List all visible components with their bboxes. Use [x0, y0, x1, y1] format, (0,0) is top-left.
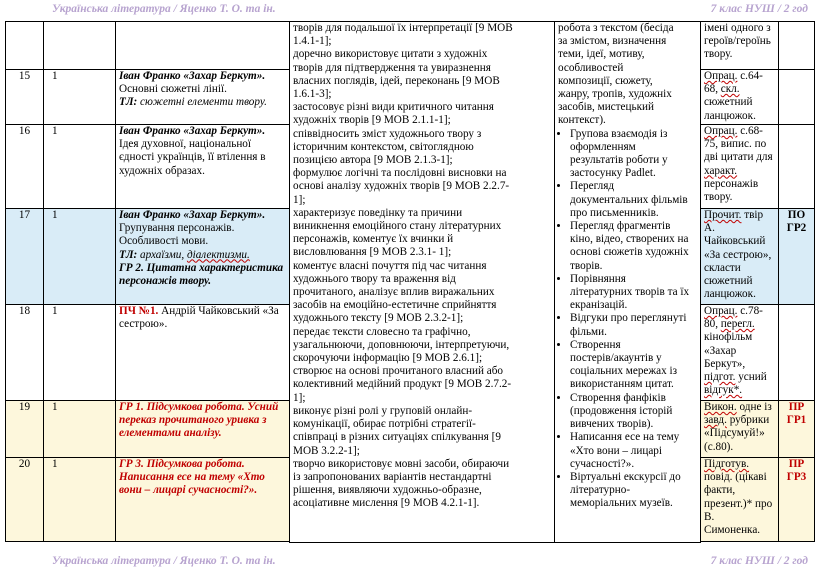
- row-topic: Іван Франко «Захар Беркут». Основні сюжетні лінії. ТЛ: сюжетні елементи твору.: [116, 70, 290, 125]
- row-homework: Опрац. с.78- 80, перегл. кінофільм «Захар Беркут», підгот. усний відгук*.: [701, 305, 779, 401]
- outcome-line: 1.4.1-1];: [293, 35, 332, 48]
- row-code: [779, 70, 815, 125]
- outcome-line: 1];: [293, 193, 306, 206]
- outcome-line: скорочуючи інформацію [9 МОВ 2.6.1];: [293, 352, 483, 365]
- outcome-line: доречно використовує цитати з художніх: [293, 48, 488, 61]
- outcome-line: художнього твору та враження від: [293, 272, 456, 285]
- outcome-line: творів для подальшої їх інтерпретації [9 МОВ: [293, 22, 513, 34]
- outcome-line: співпраці в різних ситуаціях спілкування [9: [293, 431, 501, 444]
- row-number: 17: [6, 209, 44, 305]
- outcome-line: позицією автора [9 МОВ 2.1.3-1];: [293, 154, 453, 167]
- row-hours: 1: [44, 209, 116, 305]
- outcome-line: засобів на емоційно-естетичне сприйняття: [293, 299, 497, 312]
- outcome-line: основі аналізу художніх творів [9 МОВ 2.2.7-: [293, 180, 510, 193]
- outcome-line: коментує власні почуття під час читання: [293, 259, 487, 272]
- footer-right: 7 клас НУШ / 2 год: [710, 555, 808, 567]
- row-topic: [116, 22, 290, 70]
- row-topic: Іван Франко «Захар Беркут». Групування персонажів. Особливості мови. ТЛ: архаїзми, діалектизми. ГР 2. Цитатна характеристика персонажів твору.: [116, 209, 290, 305]
- outcome-line: 1.6.1-3];: [293, 88, 332, 101]
- table-row: [6, 22, 815, 70]
- outcome-line: власних поглядів, ідей, переконань [9 МОВ: [293, 74, 500, 87]
- row-hours: 1: [44, 70, 116, 125]
- page-footer: [0, 555, 820, 573]
- list-item: • Створення фанфіків (продовження історій вивчених творів).: [570, 392, 697, 432]
- outcome-line: асоціативне мислення [9 МОВ 4.2.1-1].: [293, 497, 480, 510]
- row-number: [6, 22, 44, 70]
- outcome-line: створює на основі прочитаного власний або: [293, 365, 503, 378]
- outcome-line: прочитаного, аналізує вплив виражальних: [293, 286, 495, 299]
- footer-left: Українська література / Яценко Т. О. та ін.: [52, 555, 276, 567]
- learning-outcomes-cell: [290, 22, 555, 543]
- outcome-line: колективний медійний продукт [9 МОВ 2.7.2-: [293, 378, 512, 391]
- row-code: ПО ГР2: [779, 209, 815, 305]
- row-code: [779, 125, 815, 209]
- row-hours: [44, 22, 116, 70]
- row-topic: Іван Франко «Захар Беркут». Ідея духовної, національної єдності українців, її втілення в художніх образах.: [116, 125, 290, 209]
- row-topic: ГР 3. Підсумкова робота. Написання есе на тему «Хто вони – лицарі сучасності?».: [116, 458, 290, 542]
- outcome-line: рішення, виявляючи художньо-образне,: [293, 484, 482, 497]
- row-topic: ПЧ №1. Андрій Чайковський «За сестрою».: [116, 305, 290, 401]
- outcome-line: персонажів, коментує їх вчинки й: [293, 233, 454, 246]
- outcome-line: художнього тексту [9 МОВ 2.3.2-1];: [293, 312, 464, 325]
- curriculum-table: [5, 21, 815, 543]
- outcome-line: історичним контекстом, світоглядною: [293, 140, 474, 153]
- outcome-line: творчо використовує мовні засоби, обираючи: [293, 457, 510, 470]
- row-hours: 1: [44, 125, 116, 209]
- list-item: • Створення постерів/акаунтів у соціальних мережах із використанням цитат.: [570, 339, 697, 392]
- activity-intro-line: робота з текстом (бесіда: [558, 22, 674, 34]
- list-item: • Порівняння літературних творів та їх екранізацій.: [570, 273, 697, 313]
- header-right: 7 клас НУШ / 2 год: [710, 3, 808, 15]
- row-number: 19: [6, 401, 44, 458]
- header-left: Українська література / Яценко Т. О. та ін.: [52, 3, 276, 15]
- activity-intro-line: за змістом, визначення: [558, 35, 667, 48]
- outcome-line: висловлювання [9 МОВ 2.3.1- 1];: [293, 246, 452, 259]
- list-item: • Відгуки про переглянуті фільми.: [570, 312, 697, 338]
- activity-intro-line: контекст).: [558, 114, 606, 127]
- row-code: [779, 22, 815, 70]
- outcome-line: співвідносить зміст художнього твору з: [293, 127, 482, 140]
- outcome-line: характеризує поведінку та причини: [293, 206, 463, 219]
- row-homework: Підготув. повід. (цікаві факти, презент.)* про В. Симоненка.: [701, 458, 779, 542]
- activity-intro-line: теми, ідеї, мотиву,: [558, 48, 645, 61]
- row-number: 18: [6, 305, 44, 401]
- outcome-line: із запропонованих варіантів нестандартні: [293, 470, 492, 483]
- outcome-line: формулює логічні та послідовні висновки на: [293, 167, 507, 180]
- outcome-line: творів для підтвердження та увиразнення: [293, 61, 491, 74]
- list-item: • Написання есе на тему «Хто вони – лицарі сучасності?».: [570, 431, 697, 471]
- row-number: 16: [6, 125, 44, 209]
- outcome-line: художніх творів [9 МОВ 2.1.1-1];: [293, 114, 451, 127]
- list-item: • Перегляд фрагментів кіно, відео, створених на основі сюжетів художніх творів.: [570, 220, 697, 273]
- activity-intro-line: композиції, сюжету,: [558, 74, 653, 87]
- outcome-line: 1];: [293, 391, 306, 404]
- row-number: 20: [6, 458, 44, 542]
- row-homework: Опрац. с.68- 75, випис. по дві цитати для характ. персонажів твору.: [701, 125, 779, 209]
- activities-cell: [555, 22, 701, 543]
- outcome-line: МОВ 3.2.2-1];: [293, 444, 360, 457]
- activity-intro-line: жанру, тропів, художніх: [558, 88, 672, 101]
- outcome-line: застосовує різні види критичного читання: [293, 101, 494, 114]
- list-item: • Віртуальні екскурсії до літературно- меморіальних музеїв.: [570, 471, 697, 511]
- outcome-line: виконує різні ролі у груповій онлайн-: [293, 404, 473, 417]
- list-item: • Перегляд документальних фільмів про письменників.: [570, 180, 697, 220]
- outcome-line: виникнення емоційного стану літературних: [293, 220, 502, 233]
- outcome-line: комунікації, обирає потрібні стратегії-: [293, 418, 476, 431]
- row-code: ПР ГР1: [779, 401, 815, 458]
- row-homework: імені одного з героїв/героїнь твору.: [701, 22, 779, 70]
- activity-intro-line: засобів, мистецький: [558, 101, 655, 114]
- activity-intro-line: особливостей: [558, 61, 624, 74]
- row-code: ПР ГР3: [779, 458, 815, 542]
- row-number: 15: [6, 70, 44, 125]
- topic-tl-label: ТЛ:: [119, 96, 138, 109]
- row-homework: Опрац. с.64- 68, скл. сюжетний ланцюжок.: [701, 70, 779, 125]
- activities-list: [558, 128, 697, 511]
- outcome-line: передає тексти словесно та графічно,: [293, 325, 471, 338]
- page-header: [0, 3, 820, 21]
- row-code: [779, 305, 815, 401]
- row-hours: 1: [44, 401, 116, 458]
- row-homework: Прочит. твір А. Чайковський «За сестрою», скласти сюжетний ланцюжок.: [701, 209, 779, 305]
- row-hours: 1: [44, 305, 116, 401]
- row-hours: 1: [44, 458, 116, 542]
- outcome-line: узагальнюючи, доповнюючи, інтерпретуючи,: [293, 338, 510, 351]
- list-item: • Групова взаємодія із оформленням результатів роботи у застосунку Padlet.: [570, 128, 697, 181]
- row-topic: ГР 1. Підсумкова робота. Усний переказ прочитаного уривка з елементами аналізу.: [116, 401, 290, 458]
- row-homework: Викон. одне із завд. рубрики «Підсумуй!» (с.80).: [701, 401, 779, 458]
